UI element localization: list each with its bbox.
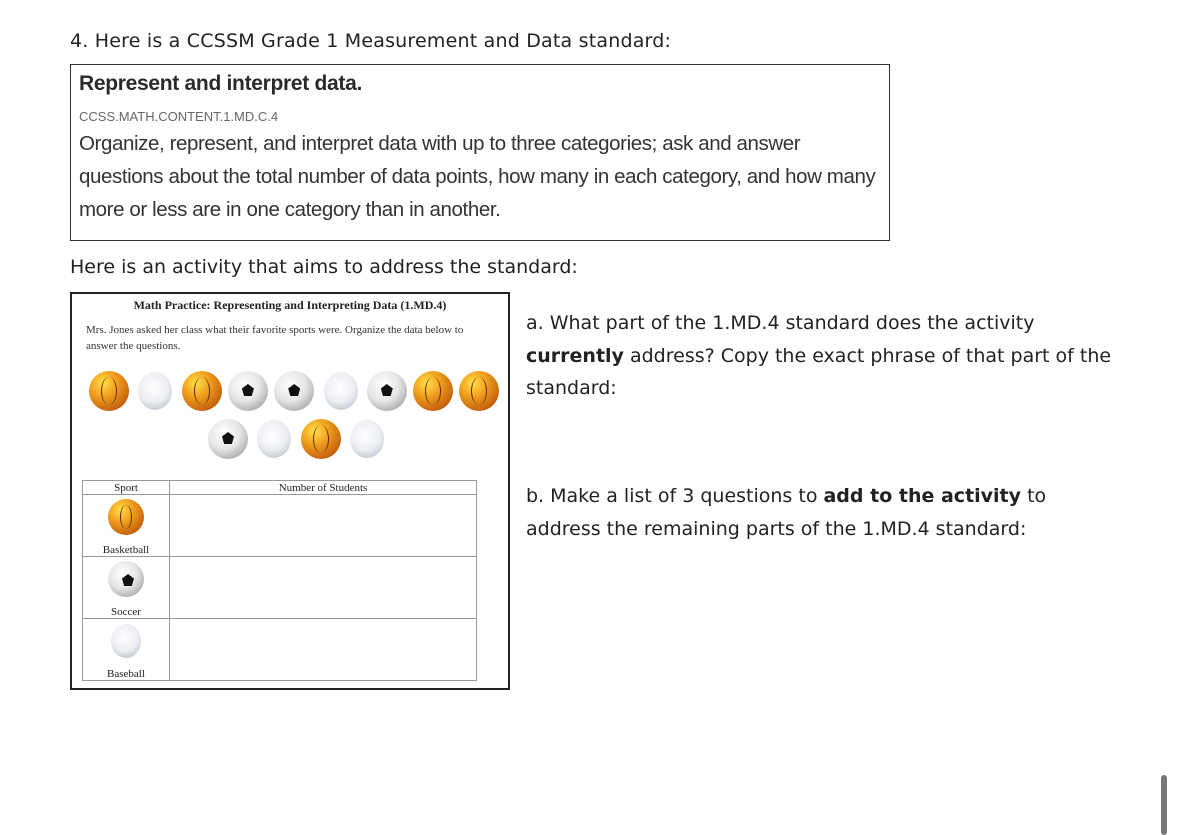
- basketball-icon: [413, 371, 453, 411]
- part-b-question: [526, 480, 1126, 545]
- sports-table: [82, 480, 477, 681]
- baseball-icon: [324, 372, 358, 410]
- standard-text: Organize, represent, and interpret data with up to three categories; ask and answer questions about the total number of data points, how many in each category, and how many more or less are in one category than in another.: [79, 132, 876, 221]
- table-row: [83, 557, 477, 619]
- soccer-ball-icon: [108, 561, 144, 597]
- soccer-ball-icon: [274, 371, 314, 411]
- part-a-text: a. What part of the 1.MD.4 standard does the activity: [526, 312, 1035, 334]
- table-row: [83, 619, 477, 681]
- part-b-text-end: to address the remaining parts of the 1.MD.4 standard:: [526, 485, 1047, 540]
- activity-description: Mrs. Jones asked her class what their favorite sports were. Organize the data below to answer the questions.: [86, 324, 464, 352]
- part-a-emphasis: currently: [526, 344, 624, 367]
- basketball-icon: [459, 371, 499, 411]
- sport-label: Basketball: [102, 544, 150, 556]
- part-b-emphasis: add to the activity: [823, 485, 1022, 507]
- activity-intro: Here is an activity that aims to address the standard:: [70, 256, 578, 278]
- baseball-icon: [257, 420, 291, 458]
- standard-box: [70, 64, 890, 241]
- standard-code: CCSS.MATH.CONTENT.1.MD.C.4: [79, 109, 279, 124]
- sport-label: Soccer: [111, 606, 141, 618]
- soccer-ball-icon: [228, 371, 268, 411]
- basketball-icon: [89, 371, 129, 411]
- standard-heading: Represent and interpret data.: [79, 72, 363, 95]
- basketball-icon: [182, 371, 222, 411]
- soccer-ball-icon: [208, 419, 248, 459]
- header-sport: Sport: [83, 481, 170, 495]
- header-number: Number of Students: [170, 481, 477, 495]
- baseball-icon: [111, 624, 141, 658]
- basketball-icon: [301, 419, 341, 459]
- soccer-ball-icon: [367, 371, 407, 411]
- activity-image: [70, 292, 510, 690]
- part-a-text-end: address? Copy the exact phrase of that part of the standard:: [526, 344, 1112, 399]
- scrollbar[interactable]: [1161, 775, 1167, 835]
- part-a-question: [526, 307, 1126, 405]
- part-b-text: b. Make a list of 3 questions to: [526, 485, 824, 507]
- baseball-icon: [350, 420, 384, 458]
- table-row: [83, 495, 477, 557]
- basketball-icon: [108, 499, 144, 535]
- sport-label: Baseball: [107, 668, 145, 680]
- baseball-icon: [138, 372, 172, 410]
- question-heading: 4. Here is a CCSSM Grade 1 Measurement and Data standard:: [70, 30, 672, 52]
- activity-title: Math Practice: Representing and Interpreting Data (1.MD.4): [133, 298, 447, 312]
